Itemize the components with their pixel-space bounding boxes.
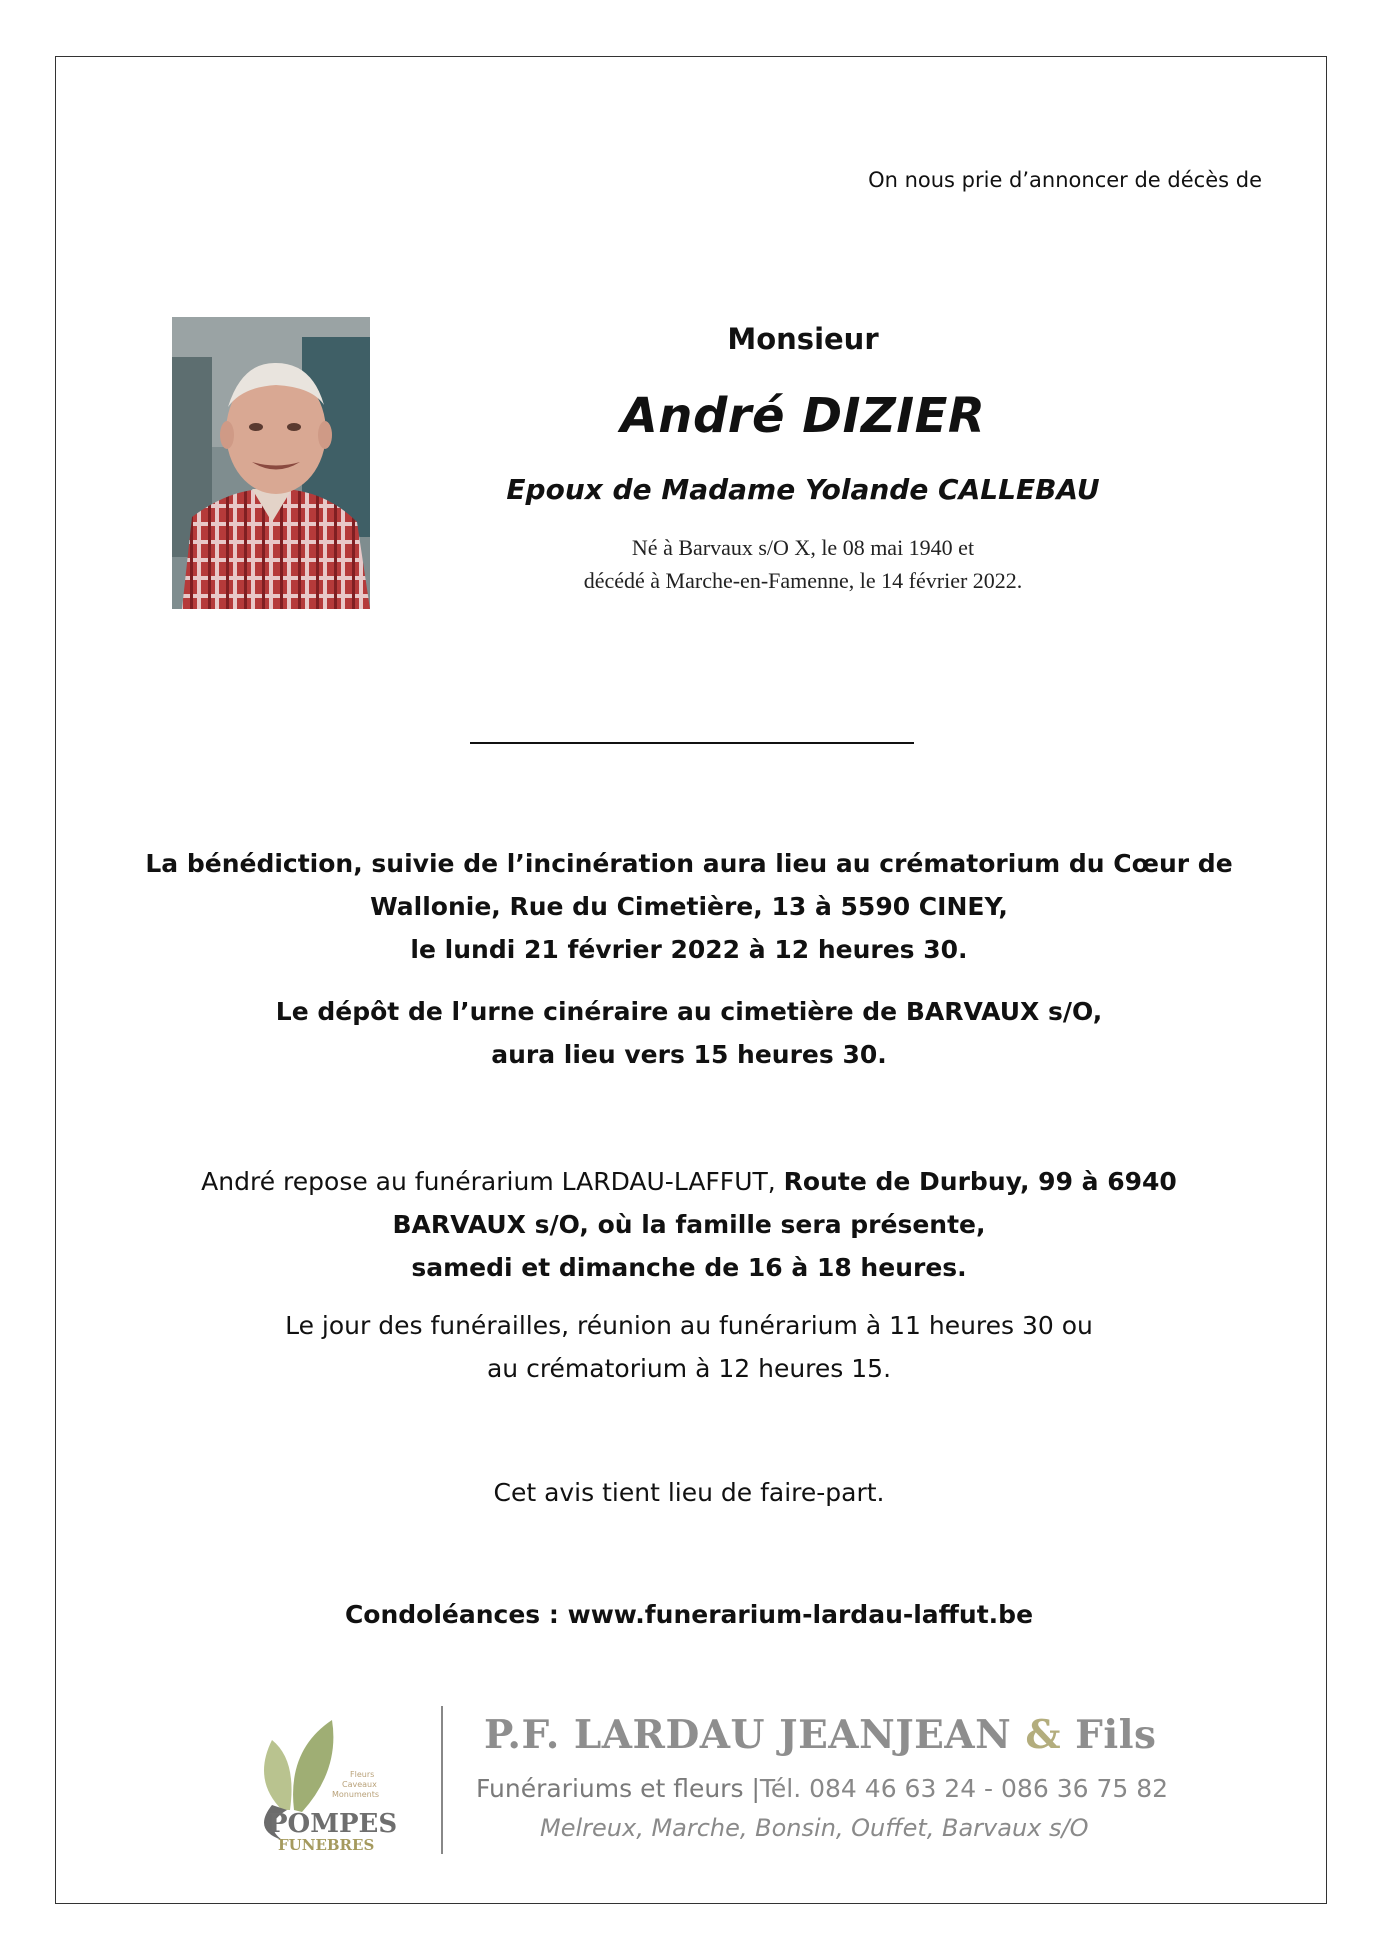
footer-divider — [441, 1706, 443, 1854]
logo-sub-text: FUNEBRES — [278, 1836, 375, 1854]
salutation: Monsieur — [727, 322, 879, 356]
funeral-day-paragraph — [0, 1304, 1378, 1390]
ceremony-line-1: La bénédiction, suivie de l’incinération aura lieu au crématorium du Cœur de — [145, 849, 1233, 878]
urn-paragraph — [0, 990, 1378, 1076]
rest-line-1 — [0, 1160, 1378, 1203]
ceremony-paragraph — [0, 842, 1378, 971]
funeral-day-line-2: au crématorium à 12 heures 15. — [486, 1354, 892, 1383]
funeral-day-line-1: Le jour des funérailles, réunion au funérarium à 11 heures 30 ou — [285, 1311, 1093, 1340]
intro-text: On nous prie d’annoncer de décès de — [868, 168, 1262, 192]
company-locations: Melreux, Marche, Bonsin, Ouffet, Barvaux s/O — [540, 1814, 1089, 1842]
rest-address: Route de Durbuy, 99 à 6940 — [783, 1167, 1177, 1196]
spouse-line: Epoux de Madame Yolande CALLEBAU — [506, 473, 1100, 506]
ceremony-line-3: le lundi 21 février 2022 à 12 heures 30. — [410, 935, 968, 964]
logo-small-2: Caveaux — [342, 1780, 377, 1789]
logo-main-text: POMPES — [268, 1809, 398, 1839]
leaf-left-icon — [264, 1740, 292, 1810]
company-contact — [476, 1774, 1168, 1803]
logo-small-3: Monuments — [332, 1790, 380, 1799]
company-main: P.F. LARDAU JEANJEAN — [484, 1712, 1026, 1758]
company-name — [484, 1712, 1156, 1758]
logo-small-1: Fleurs — [350, 1770, 375, 1779]
rest-paragraph — [0, 1160, 1378, 1289]
contact-phone: Tél. 084 46 63 24 - 086 36 75 82 — [759, 1774, 1169, 1803]
rest-line-2: BARVAUX s/O, où la famille sera présente, — [392, 1210, 986, 1239]
urn-line-2: aura lieu vers 15 heures 30. — [491, 1040, 887, 1069]
ceremony-line-2: Wallonie, Rue du Cimetière, 13 à 5590 CINEY, — [370, 892, 1008, 921]
birth-death-dates — [303, 531, 1303, 597]
contact-separator: | — [751, 1774, 760, 1803]
leaf-right-icon — [293, 1720, 333, 1812]
deceased-name: André DIZIER — [620, 388, 986, 444]
urn-line-1: Le dépôt de l’urne cinéraire au cimetière de BARVAUX s/O, — [275, 997, 1103, 1026]
rest-plain: André repose au funérarium LARDAU-LAFFUT, — [201, 1167, 784, 1196]
contact-left: Funérariums et fleurs — [476, 1774, 752, 1803]
birth-line: Né à Barvaux s/O X, le 08 mai 1940 et — [631, 535, 975, 560]
death-line: décédé à Marche-en-Famenne, le 14 février 2022. — [583, 568, 1023, 593]
condolences-link[interactable]: Condoléances : www.funerarium-lardau-laffut.be — [344, 1600, 1034, 1629]
notice-text: Cet avis tient lieu de faire-part. — [493, 1478, 885, 1507]
company-fils: Fils — [1061, 1712, 1157, 1758]
rest-line-3: samedi et dimanche de 16 à 18 heures. — [411, 1253, 967, 1282]
separator-line — [470, 742, 914, 744]
pompes-funebres-logo — [232, 1700, 432, 1860]
company-amp: & — [1025, 1712, 1062, 1758]
